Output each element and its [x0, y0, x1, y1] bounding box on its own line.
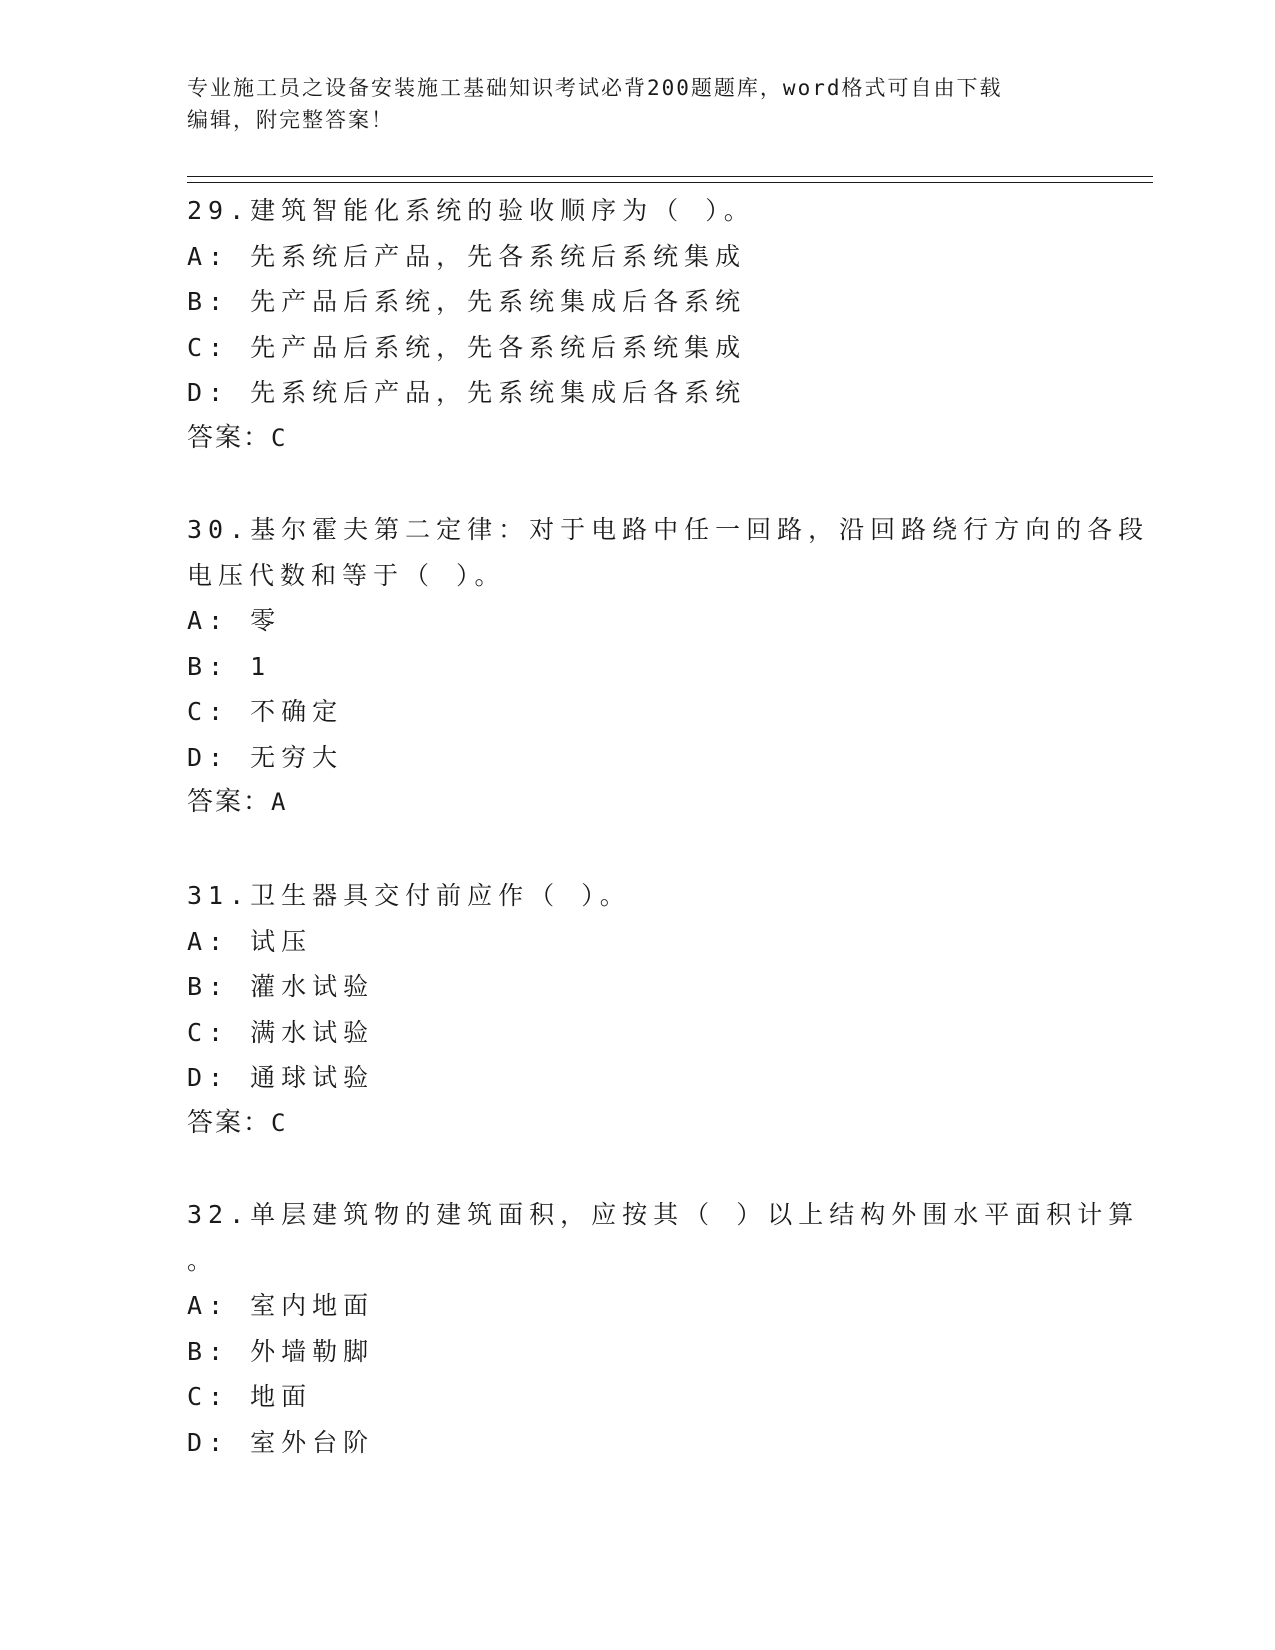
header-divider-bottom [187, 182, 1153, 183]
option-d [187, 1420, 1087, 1466]
option-text: 灌水试验 [250, 972, 375, 1001]
header-divider-top [187, 176, 1153, 177]
answer-label: 答案： [187, 787, 272, 817]
answer [187, 780, 1087, 826]
option-text: 室内地面 [250, 1291, 375, 1320]
question-stem: 29.建筑智能化系统的验收顺序为（ ）。 [187, 196, 755, 225]
answer-value: C [271, 423, 288, 452]
option-key: C: [187, 332, 230, 362]
question-31 [187, 873, 1087, 1146]
document-header [187, 72, 1067, 136]
option-c [187, 1374, 1087, 1420]
question-29 [187, 188, 1087, 461]
option-text: 零 [250, 606, 282, 635]
option-text: 无穷大 [250, 742, 344, 772]
answer-label: 答案： [187, 1107, 272, 1138]
question-stem: 30.基尔霍夫第二定律：对于电路中任一回路，沿回路绕行方向的各段 [187, 515, 1150, 544]
answer-value: C [271, 1108, 288, 1137]
header-title-line2: 编辑，附完整答案！ [187, 108, 394, 132]
option-text: 室外台阶 [250, 1427, 375, 1457]
option-text: 地面 [250, 1382, 313, 1411]
answer-value: A [271, 788, 288, 816]
option-text: 先产品后系统，先各系统后系统集成 [250, 332, 747, 362]
question-stem-continued: 。 [187, 1245, 219, 1275]
option-b [187, 644, 1087, 690]
option-text: 先产品后系统，先系统集成后各系统 [250, 287, 747, 316]
option-b [187, 1329, 1087, 1375]
option-key: B: [187, 1336, 230, 1366]
option-key: D: [187, 742, 230, 772]
option-text: 1 [250, 651, 272, 681]
option-text: 先系统后产品，先系统集成后各系统 [250, 378, 747, 407]
option-d [187, 370, 1087, 416]
option-key: C: [187, 1382, 230, 1411]
option-d [187, 1055, 1087, 1101]
option-d [187, 735, 1087, 781]
option-a [187, 598, 1087, 644]
option-text: 满水试验 [250, 1017, 375, 1047]
option-text: 不确定 [250, 697, 344, 726]
option-key: B: [187, 651, 230, 681]
option-key: D: [187, 1427, 230, 1457]
answer [187, 416, 1087, 462]
option-key: D: [187, 378, 230, 407]
question-stem-continued: 电压代数和等于（ ）。 [187, 560, 506, 590]
option-key: A: [187, 606, 230, 635]
question-stem: 31.卫生器具交付前应作（ ）。 [187, 881, 631, 910]
option-key: A: [187, 1291, 230, 1320]
header-title-line1: 专业施工员之设备安装施工基础知识考试必背200题题库，word格式可自由下载 [187, 76, 1003, 100]
question-32 [187, 1192, 1140, 1465]
option-a [187, 1283, 1087, 1329]
option-key: D: [187, 1063, 230, 1092]
answer [187, 1101, 1087, 1147]
question-30 [187, 507, 1150, 826]
option-c [187, 689, 1087, 735]
option-key: C: [187, 697, 230, 726]
option-c [187, 1010, 1087, 1056]
option-text: 试压 [250, 926, 313, 956]
option-a [187, 919, 1087, 965]
question-stem: 32.单层建筑物的建筑面积，应按其（ ）以上结构外围水平面积计算 [187, 1200, 1140, 1229]
option-c [187, 325, 1087, 371]
option-b [187, 279, 1087, 325]
option-key: B: [187, 972, 230, 1001]
option-a [187, 234, 1087, 280]
option-text: 外墙勒脚 [250, 1336, 375, 1366]
option-key: C: [187, 1017, 230, 1047]
option-text: 通球试验 [250, 1063, 375, 1092]
option-key: A: [187, 241, 230, 271]
option-text: 先系统后产品，先各系统后系统集成 [250, 241, 747, 271]
option-key: A: [187, 926, 230, 956]
option-key: B: [187, 287, 230, 316]
option-b [187, 964, 1087, 1010]
answer-label: 答案： [187, 422, 272, 453]
